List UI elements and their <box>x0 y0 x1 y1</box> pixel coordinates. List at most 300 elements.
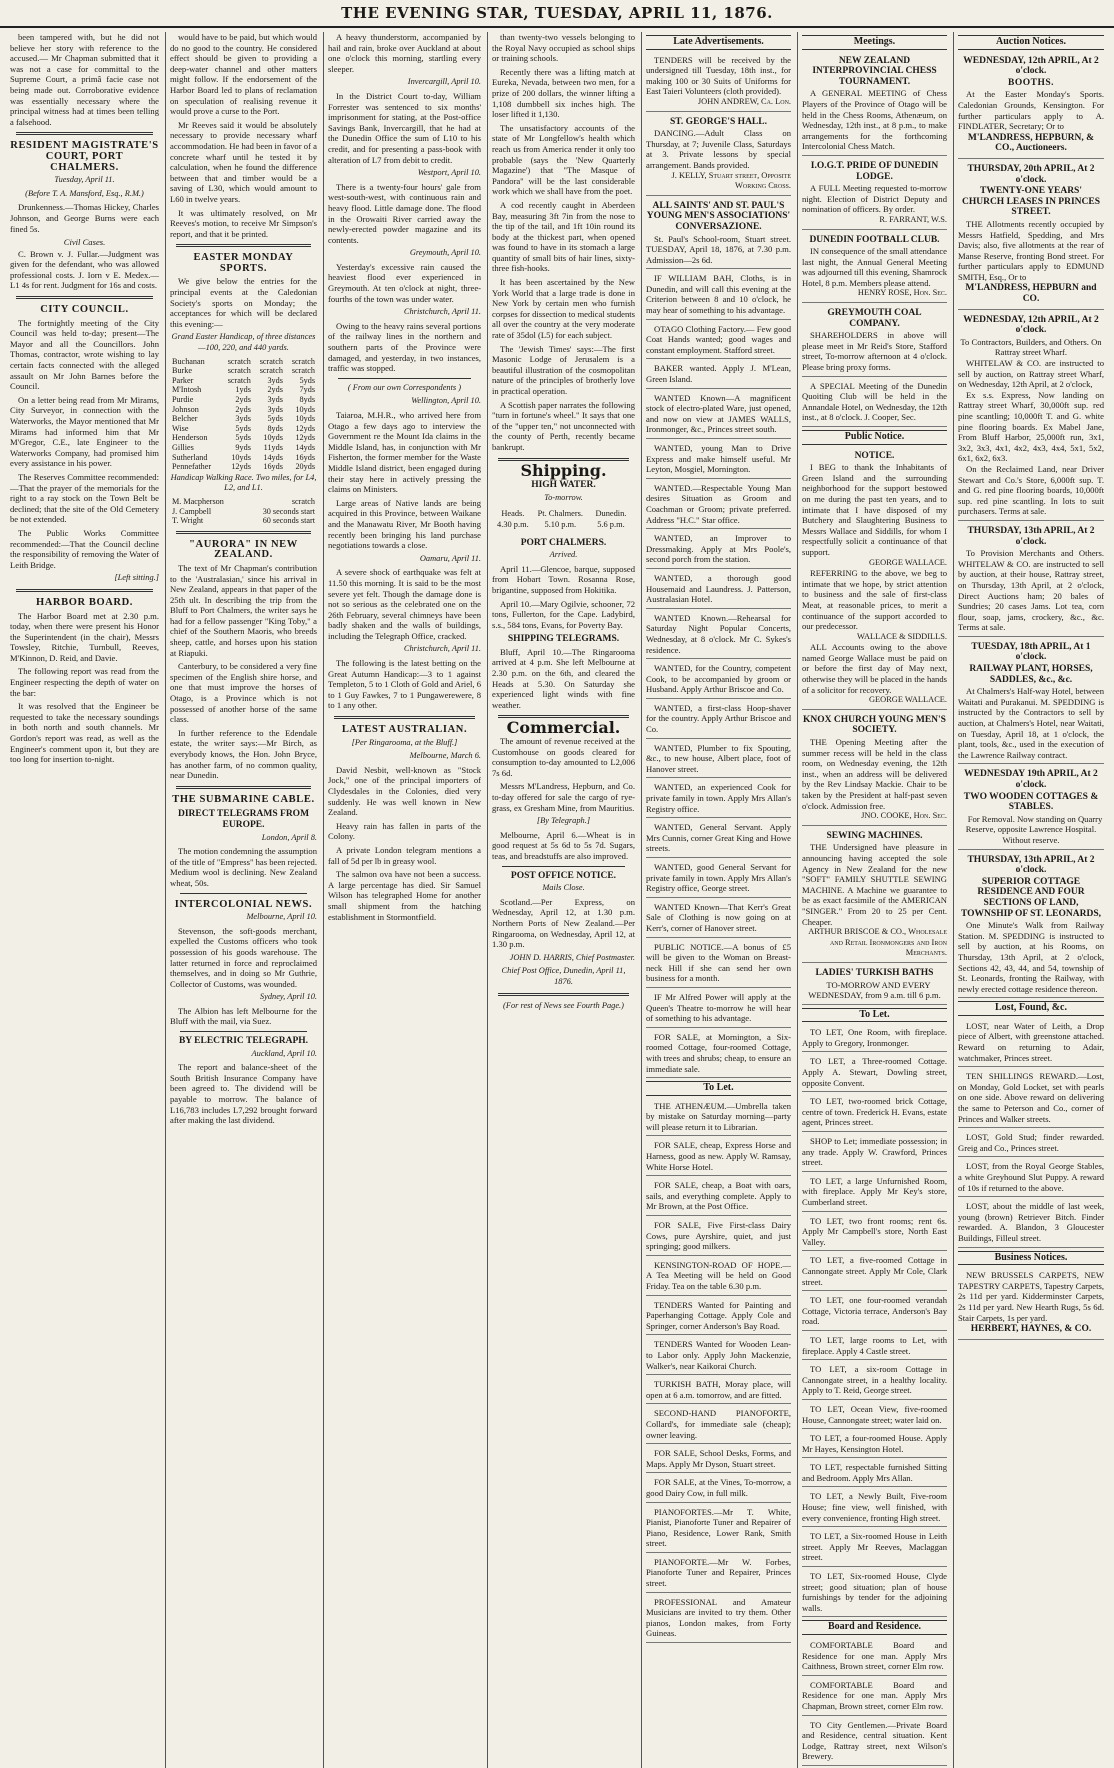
aus-body-3: A private London telegram mentions a fall of 5d per lb in greasy wool. <box>328 844 481 866</box>
port-body-2: April 10.—Mary Ogilvie, schooner, 72 tons, Fullerton, for the Cape. Ladybird, s.s., 584 tons, Evans, for Poverty Bay. <box>492 598 635 630</box>
sewing-signature: ARTHUR BRISCOE & CO., Wholesale and Retail Ironmongers and Iron Merchants. <box>808 927 947 958</box>
telegraph-head: [By Telegraph.] <box>536 816 591 826</box>
high-water-title: HIGH WATER. <box>531 480 596 491</box>
auction-date: THURSDAY, 13th APRIL, At 2 o'clock. <box>967 854 1095 876</box>
runner-name: Gillies <box>172 442 194 452</box>
lost-ad <box>958 1199 1104 1247</box>
inter-body: Stevenson, the soft-goods merchant, expelled the Customs officers who took possession of his goods warehouse. The latter returned in force and reproclaimed themselves, and in doing so Mr Guthrie, Collector of Customs, was wounded. <box>170 925 317 989</box>
classified-ad-text: TURKISH BATH, Moray place, will open at 6 a.m. tomorrow, and are fitted. <box>646 1379 791 1400</box>
auction-railway-plant <box>958 639 1104 765</box>
classified-ad <box>646 198 791 270</box>
wel-place: Wellington, April 10. <box>411 396 481 406</box>
to-let-ad <box>802 1402 947 1429</box>
own-correspondents: ( From our own Correspondents ) <box>347 382 462 392</box>
civil-body: C. Brown v. J. Fullar.—Judgment was given for the defendant, who was allowed professional costs. J. Iorn v E. Medex.—L1 4s for rent. Judgment for 16s and costs. <box>10 248 159 291</box>
runner-name: Wise <box>172 423 189 433</box>
column-1 <box>6 32 166 1768</box>
to-let-heading: To Let. <box>646 1081 791 1096</box>
table-row <box>170 366 317 376</box>
to-let-ad-text: SHOP to Let; immediate possession; in any trade. Apply W. Crawford, Princes street. <box>802 1136 947 1168</box>
column-3 <box>324 32 488 1768</box>
to-let-ad-text: TO LET, a four-roomed House. Apply Mr Hayes, Kensington Hotel. <box>802 1433 947 1454</box>
table-cell: 8yds <box>299 395 315 404</box>
to-let-heading: To Let. <box>802 1008 947 1023</box>
shipping-heading: Shipping. <box>520 460 607 480</box>
table-cell: 7yds <box>299 385 315 395</box>
to-let-ad-text: TO LET, one four-roomed verandah Cottage, Victoria terrace, Anderson's Bay road. <box>802 1295 947 1327</box>
table-row <box>170 462 317 472</box>
article-body: It was ultimately resolved, on Mr Reeves's motion, to receive Mr Simpson's report, and that it be printed. <box>170 207 317 239</box>
public-notice-heading: Public Notice. <box>802 430 947 445</box>
sewing-body: THE Undersigned have pleasure in announcing having accepted the sole Agency in New Zealand for the new "SOFT" FAMILY SHUTTLE SEWING MACHINE. A Machine we guarantee to be as exact facsimile of the AMERICAN "SINGER." From 20 to 25 per Cent. Cheaper. <box>802 842 947 927</box>
post-office-title: POST OFFICE NOTICE. <box>510 870 617 881</box>
ad-signature: HENRY ROSE, Hon. Sec. <box>857 288 947 298</box>
council-title: CITY COUNCIL. <box>40 304 129 316</box>
classified-ad <box>646 1475 791 1502</box>
meetings-heading: Meetings. <box>802 35 947 50</box>
carpets-firm: HERBERT, HAYNES, & CO. <box>970 1324 1092 1335</box>
commercial-body-2: Messrs M'Landress, Hepburn, and Co. to-day offered for sale the cargo of rye-grass, ex Gresham Mine, from Mauritius. <box>492 781 635 813</box>
harbor-body-3: It was resolved that the Engineer be requested to take the necessary soundings in both north and south channels. Mr Gordon's report was read, as well as the Engineer's comment upon it, but they are too long for insertion to-night. <box>10 701 159 765</box>
to-let-ad-text: TO LET, One Room, with fireplace. Apply to Gregory, Ironmonger. <box>802 1027 947 1048</box>
classified-ad <box>646 441 791 479</box>
column-5 <box>642 32 798 1768</box>
divider <box>502 866 625 867</box>
table-cell: scratch <box>227 356 251 366</box>
table-row <box>170 385 317 395</box>
ad-body: A GENERAL MEETING of Chess Players of the Province of Otago will be held in the Chess Rooms, Athenæum, on Wednesday, 12th inst., at 8 p.m., to make arrangements for the forthcoming Intercolonial Chess Match. <box>802 88 947 152</box>
classified-ad <box>646 391 791 439</box>
walker-name: M. Macpherson <box>172 496 224 506</box>
classified-ad <box>646 1178 791 1216</box>
cable-body: The motion condemning the assumption of the title of "Empress" has been rejected. Medium wool is declining. New Zealand wheat, 50s. <box>170 846 317 888</box>
telegrams-body: Bluff, April 10.—The Ringarooma arrived at 4 p.m. She left Melbourne at 2.30 p.m. on the 6th, and cleared the Heads at 5.30. On Saturday she experienced light winds with fine weather. <box>492 646 635 710</box>
knox-title: KNOX CHURCH YOUNG MEN'S SOCIETY. <box>803 714 946 736</box>
wel-body-2: Large areas of Native lands are being acquired in this Province, between Waikane and the Manawatu River, Mr Booth having recently been bringing his land purchase negotiations towards a close. <box>328 497 481 551</box>
notice-body-3: ALL Accounts owing to the above named George Wallace must be paid on or before the first day of May next, otherwise they will be placed in the hands of a solicitor for recovery. <box>802 642 947 695</box>
to-let-ad-text: TO LET, a large Unfurnished Room, with fireplace. Apply Mr Key's store, Cumberland street. <box>802 1175 947 1207</box>
auction-date: TUESDAY, 18th APRIL, At 1 o'clock. <box>971 641 1091 663</box>
classified-ad <box>802 379 947 427</box>
to-let-ad-text: TO LET, two front rooms; rent 6s. Apply Mr Campbell's store, North East Valley. <box>802 1215 947 1247</box>
classified-ad <box>646 701 791 739</box>
ad-body: St. Paul's School-room, Stuart street. TUESDAY, April 18, 1876, at 7.30 p.m. Admission—2s 6d. <box>646 233 791 265</box>
table-row <box>170 414 317 424</box>
ad-title: I.O.G.T. PRIDE OF DUNEDIN LODGE. <box>810 160 939 182</box>
table-cell: 60 seconds start <box>262 516 315 526</box>
ad-body: WANTED Known—That Kerr's Great Sale of Clothing is now going on at Kerr's, corner of Hanover street. <box>646 901 791 933</box>
auckland-body: The report and balance-sheet of the South British Insurance Company have been agreed to. The dividend will be payable to morrow. The balance of L16,783 includes L7,292 brought forward after making the last dividend. <box>170 1062 317 1126</box>
lost-ad-text: TEN SHILLINGS REWARD.—Lost, on Monday, Gold Locket, set with pearls on one side. Above reward on delivering the same to Peterson and Co., corner of Princes and Walker streets. <box>958 1071 1104 1124</box>
auction-leases <box>958 161 1104 310</box>
meetings-list <box>802 53 947 427</box>
board-ad <box>802 1718 947 1766</box>
auction-heading: Auction Notices. <box>958 35 1104 50</box>
article-body: A cod recently caught in Aberdeen Bay, measuring 3ft 7in from the nose to the tip of the tail, and 1ft 10in round its body at the thickest part, when opened was found to have in its stomach a large quantity of small bits of hair lines, sixty-three fish-hooks. <box>492 199 635 274</box>
to-let-ad <box>802 1253 947 1291</box>
divider <box>180 893 307 894</box>
classified-ad <box>646 1505 791 1553</box>
article-body: The 'Jewish Times' says:—The first Masonic Lodge of Jerusalem is a beautiful illustration of the cosmopolitan nature of the principles of brotherly love in practical operation. <box>492 343 635 396</box>
auction-body: At the Easter Monday's Sports. Caledonian Grounds, Kensington. For further particulars apply to A. FINDLATER, Secretary; Or to <box>958 89 1104 132</box>
lost-ad-text: LOST, about the middle of last week, young (brown) Retriever Bitch. Finder rewarded. A. Blandon, 3 Gloucester Buildings, Filleul street. <box>958 1201 1104 1243</box>
table-cell: 16yds <box>295 452 315 462</box>
auction-body: At Chalmers's Half-way Hotel, between Waitati and Purakanui. M. SPEDDING is instructed by the Contractors to sell by auction, at Chalmers's Hotel, near Waitati, on Tuesday, April 18, at 1 o'clock, the plant, tools, &c., used in the execution of the Lawrence Railway contract. <box>958 686 1104 760</box>
divider <box>176 786 311 789</box>
to-let-ad-text: TO LET, two-roomed brick Cottage, centre of town. Frederick H. Evans, estate agent, Princes street. <box>802 1096 947 1128</box>
lost-list <box>958 1019 1104 1248</box>
auction-firm: M'LANDRESS, HEPBURN, & CO., Auctioneers. <box>967 132 1095 154</box>
sports-title: EASTER MONDAY SPORTS. <box>193 252 294 274</box>
ad-body: WANTED Known.—Rehearsal for Saturday Night Popular Concerts, Wednesday, at 8 o'clock. Mr C. Sykes's residence. <box>646 612 791 655</box>
auction-st-leonards <box>958 852 1104 999</box>
classified-ad <box>646 531 791 569</box>
lost-ad-text: LOST, from the Royal George Stables, a white Greyhound Slut Puppy. A reward of 10s if returned to the above. <box>958 1161 1104 1193</box>
post-body: Scotland.—Per Express, on Wednesday, April 12, at 1.30 p.m. Northern Ports of New Zealand.—Per Ringarooma, on Wednesday, April 12, at 1.30 p.m. <box>492 896 635 950</box>
ad-title: ALL SAINTS' AND ST. PAUL'S YOUNG MEN'S ASSOCIATIONS' CONVERSAZIONE. <box>646 200 791 232</box>
walker-name: J. Campbell <box>172 506 212 516</box>
left-sitting: [Left sitting.] <box>114 573 159 583</box>
ad-title: DUNEDIN FOOTBALL CLUB. <box>809 234 940 245</box>
lost-ad <box>958 1159 1104 1197</box>
table-cell: 8yds <box>267 423 283 433</box>
board-ad <box>802 1678 947 1716</box>
board-ad-text: COMFORTABLE Board and Residence for one man. Apply Mrs Caithness, Brown street, corner Elm row. <box>802 1640 947 1672</box>
auction-date: WEDNESDAY, 12th APRIL, At 2 o'clock. <box>963 314 1099 336</box>
article-body: Recently there was a lifting match at Eureka, Nevada, between two men, for a prize of 200 dollars, the winner lifting a 1,108 dumbbell six inches high. The loser lifted it 1,130. <box>492 66 635 120</box>
ad-body: IF Mr Alfred Power will apply at the Queen's Theatre to-morrow he will hear of something to his advantage. <box>646 991 791 1024</box>
for-rest-note: (For rest of News see Fourth Page.) <box>503 1000 624 1010</box>
classified-ad <box>646 900 791 938</box>
ad-body: WANTED, an Improver to Dressmaking. Apply at Mrs Poole's, second porch from the station. <box>646 533 791 565</box>
table-cell: 5yds <box>235 433 251 443</box>
table-row <box>170 433 317 443</box>
to-let-ad <box>802 1174 947 1212</box>
knox-body: THE Opening Meeting after the summer recess will be held in the class room, on Wednesday evening, the 12th inst., when an address will be delivered by the Rev Lindsay Mackie. Chair to be taken by the President at half-past seven o'clock. Admission free. <box>802 737 947 811</box>
table-cell: scratch <box>259 356 283 366</box>
ad-body: SHAREHOLDERS in above will please meet in Mr Reid's Store, Stafford street, To-morrow afternoon at 4 o'clock. Please bring proxy forms. <box>802 330 947 373</box>
post-signature: JOHN D. HARRIS, Chief Postmaster. <box>509 952 635 962</box>
to-let-ad <box>802 1054 947 1092</box>
classified-ad <box>802 158 947 230</box>
runner-name: Buchanan <box>172 356 205 366</box>
classified-ad-text: FOR SALE, cheap, a Boat with oars, sails, and everything complete. Apply to Mr Brown, at the Post Office. <box>646 1180 791 1212</box>
classified-ad <box>802 53 947 156</box>
turkish-body: TO-MORROW AND EVERY WEDNESDAY, from 9 a.m. till 6 p.m. <box>808 979 941 1001</box>
auction-body: For Removal. Now standing on Quarry Reserve, opposite Lawrence Hospital. Without reserve. <box>965 813 1103 845</box>
table-cell: scratch <box>291 356 315 366</box>
board-list <box>802 1638 947 1766</box>
table-cell: 11yds <box>263 442 283 452</box>
table-cell: 12yds <box>295 423 315 433</box>
walk-table <box>170 497 317 526</box>
notice-body-2: REFERRING to the above, we beg to intimate that we hope, by strict attention to business and the sale of first-class Meat, at reasonable prices, to merit a continuance of the support accorded to our predecessor. <box>802 568 947 632</box>
turkish-ad <box>802 965 947 1005</box>
column-7 <box>954 32 1110 1768</box>
runner-name: Belcher <box>172 414 198 424</box>
lost-ad <box>958 1069 1104 1128</box>
council-body-4: The Public Works Committee recommended:—That the Council decline the responsibility of removing the Water of Leith Bridge. <box>10 527 159 570</box>
tomorrow-label: To-morrow. <box>544 492 583 502</box>
column-4 <box>488 32 642 1768</box>
inter-place: Melbourne, April 10. <box>246 912 317 922</box>
table-cell: 10yds <box>295 414 315 424</box>
turkish-title: LADIES' TURKISH BATHS <box>815 967 934 978</box>
auction-date: WEDNESDAY 19th APRIL, At 2 o'clock. <box>964 769 1098 790</box>
notice-ad <box>802 448 947 710</box>
rm-body: Drunkenness.—Thomas Hickey, Charles Johnson, and George Burns were each fined 5s. <box>10 202 159 234</box>
ad-body: WANTED, for the Country, competent Cook, to be accompanied by groom or Husband. Apply Arthur Briscoe and Co. <box>646 663 791 695</box>
oam-place: Oamaru, April 11. <box>419 553 481 563</box>
west-place: Westport, April 10. <box>417 168 481 178</box>
classified-ad-text: FOR SALE, Five First-class Dairy Cows, pure Ayrshire, quiet, and just springing; good milkers. <box>646 1220 791 1252</box>
classified-ad <box>646 271 791 319</box>
aus-place: Melbourne, March 6. <box>409 751 481 761</box>
auction-booths <box>958 53 1104 159</box>
divider <box>334 716 475 719</box>
table-cell: scratch <box>227 366 251 376</box>
tide-dunedin: Dunedin. 5.6 p.m. <box>595 509 627 529</box>
notice-signature-2: WALLACE & SIDDILLS. <box>856 631 947 641</box>
board-heading: Board and Residence. <box>802 1620 947 1635</box>
council-body: The fortnightly meeting of the City Council was held to-day; present—The Mayor and all the Councillors. John Thomas, contractor, wrote wishing to lay certain facts connected with the alleged assault on Mr John Barnes before the Council. <box>10 317 159 392</box>
rm-court-title: RESIDENT MAGISTRATE'S COURT, PORT CHALMERS. <box>10 140 159 173</box>
to-let-ad <box>802 1489 947 1527</box>
classified-ad-text: SECOND-HAND PIANOFORTE, Collard's, for immediate sale (cheap); owner leaving. <box>646 1408 791 1440</box>
shipping-telegrams-title: SHIPPING TELEGRAMS. <box>507 634 620 645</box>
ad-body: IF WILLIAM BAH, Cloths, is in Dunedin, and will call this evening at the Criterion between 8 and 10 o'clock, he may hear of something to his advantage. <box>646 273 791 316</box>
classified-ad <box>646 1030 791 1078</box>
runner-name: M'Intosh <box>172 385 202 395</box>
post-footer: Chief Post Office, Dunedin, April 11, 1876. <box>501 966 626 986</box>
board-ad <box>802 1638 947 1676</box>
knox-ad <box>802 712 947 826</box>
article-body: It has been ascertained by the New York World that a large trade is done in New York by certain men who furnish corpses for dissection to medical students all over the country at the very moderate rate of 35dol (L5) for each subject. <box>492 277 635 341</box>
inver-place: Invercargill, April 10. <box>407 77 481 87</box>
table-cell: 1yds <box>235 385 251 395</box>
table-cell: 2yds <box>235 395 251 404</box>
ad-body: WANTED, Plumber to fix Spouting, &c., to new house, Albert place, foot of Hanover street. <box>646 742 791 774</box>
ad-body: WANTED, a first-class Hoop-shaver for the country. Apply Arthur Briscoe and Co. <box>646 702 791 735</box>
article-body: Mr Reeves said it would be absolutely necessary to provide necessary wharf accommodation. He had been in favor of a concrete wharf until he tested it by calculation, when he found the difference between that and timber would be a saving of L30, which would amount to L60 in twelve years. <box>170 119 317 204</box>
latest-australian-title: LATEST AUSTRALIAN. <box>341 724 468 736</box>
auction-items: Ex s.s. Express, Now landing on Rattray street Wharf, 30,000ft sup. red pine scantling; 10,000ft T. and G. white pine flooring boards. Ex Mabel Jane, From Bluff Harbor, 25,000ft run, 3x1, 3x2, 3x3, 4x1, 4x2, 4x3, 4x4, 5x1, 5x2, 6x1, 6x2, 6x3. <box>958 389 1104 464</box>
classified-ad <box>646 780 791 818</box>
classified-ad <box>646 1377 791 1404</box>
business-heading: Business Notices. <box>958 1251 1104 1266</box>
ad-body: DANCING.—Adult Class on Thursday, at 7; Juvenile Class, Saturdays at 3. Private lessons by special arrangement. Bands provided. <box>646 128 791 170</box>
classified-ad-text: TENDERS Wanted for Wooden Lean-to Labor only. Apply John Mackenzie, Walker's, near Kaikorai Church. <box>646 1339 791 1371</box>
chch2-place: Christchurch, April 11. <box>403 644 481 654</box>
article-body: The unsatisfactory accounts of the state of Mr Longfellow's health which reach us from America render it only too probable (says the 'New Quarterly Magazine') that "The Masque of Pandora" will be the last considerable work which we shall have from the poet. <box>492 122 635 197</box>
classified-ad <box>646 322 791 360</box>
chch-place: Christchurch, April 11. <box>403 307 481 317</box>
sydney-place: Sydney, April 10. <box>259 992 317 1002</box>
table-cell: 5yds <box>267 414 283 424</box>
divider <box>16 589 153 592</box>
table-cell: 30 seconds start <box>262 506 315 516</box>
harbor-title: HARBOR BOARD. <box>35 596 134 608</box>
auction-body: WHITELAW & CO. are instructed to sell by auction, on Rattray street Wharf, on Wednesday, 12th April, at 2 o'clock, <box>958 358 1104 390</box>
to-let-ad <box>802 1293 947 1331</box>
to-let-ad-text: TO LET, Six-roomed House, Clyde street; good situation; plan of house furnishings by tender for the adjoining walls. <box>802 1571 947 1613</box>
runner-name: Burke <box>172 366 193 376</box>
to-let-ad-text: TO LET, respectable furnished Sitting and Bedroom. Apply Mrs Allan. <box>802 1462 947 1483</box>
auction-date: THURSDAY, 20th APRIL, At 2 o'clock. <box>967 163 1095 185</box>
inver-body: In the District Court to-day, William Forrester was sentenced to six months' imprisonment for stating, at the Post-office Savings Bank, Invercargill, that he had at the Dunedin Office the sum of L10 to his credit, and for presenting a pass-book with alteration of L7 from debit to credit. <box>328 90 481 165</box>
to-let-ad <box>802 1431 947 1458</box>
article-continuation: been tampered with, but he did not believe her story with reference to the accused.— Mr Chapman submitted that it was not a case for committal to the Supreme Court, a primâ facie case not being made out. Corroborative evidence was essentially necessary where the principal witness had at times been telling a falsehood. <box>10 32 159 127</box>
article-continuation: A heavy thunderstorm, accompanied by hail and rain, broke over Auckland at about one o'clock this morning, startling every sleeper. <box>328 32 481 74</box>
auction-firm: M'LANDRESS, HEPBURN and CO. <box>965 283 1097 305</box>
newspaper-columns <box>6 32 1110 1762</box>
ad-body: WANTED, good General Servant for private family in town. Apply Mrs Allan's Registry office, George street. <box>646 862 791 894</box>
notice-title: NOTICE. <box>854 450 895 461</box>
ad-signature: JOHN ANDREW, Ca. Lon. <box>697 96 791 106</box>
runner-name: Henderson <box>172 433 208 443</box>
classified-ad-text: TENDERS Wanted for Painting and Paperhanging Cottage. Apply Cole and Springer, corner Anderson's Bay Road. <box>646 1299 791 1331</box>
classified-ad <box>646 361 791 388</box>
mails-close: Mails Close. <box>542 883 585 893</box>
auction-title: TWO WOODEN COTTAGES & STABLES. <box>963 791 1099 813</box>
walker-name: T. Wright <box>172 516 204 526</box>
table-row <box>170 405 317 415</box>
to-let-ad <box>802 1333 947 1360</box>
to-let-ad <box>802 1569 947 1617</box>
classified-ad-text: FOR SALE, at the Vines, To-morrow, a good Dairy Cow, in full milk. <box>646 1477 791 1498</box>
cable-place: London, April 8. <box>261 832 317 842</box>
table-cell: 10yds <box>231 452 251 462</box>
to-let-ad <box>802 1529 947 1567</box>
auction-body: To Provision Merchants and Others. WHITELAW & CO. are instructed to sell by auction, at their house, Rattray street, on Thursday, 13th April, at 2 o'clock, Direct Auctions ham; 20 bales of Sundries; 20 cases Jams. Lot tea, corn flour, soap, jams, crockery, &c., &c. Terms at sale. <box>958 548 1104 633</box>
table-cell: scratch <box>291 496 315 506</box>
classified-ad <box>646 1555 791 1593</box>
to-let-ad <box>802 1460 947 1487</box>
lost-ad-text: LOST, Gold Stud; finder rewarded. Greig and Co., Princes street. <box>958 1132 1104 1153</box>
ad-body: TENDERS will be received by the undersigned till Tuesday, 18th inst., for making 100 or 30 Suits of Uniforms for East Taieri Volunteers (cloth provided). <box>646 54 791 97</box>
wel-body: Taiaroa, M.H.R., who arrived here from Otago a few days ago to interview the Government re the Mount Ida claims in the Middle Island, has, in conjunction with Mr Fisherton, the former member for the Waste Middle Island district, been engaged during their stay here in actively pressing the claims on Ministers. <box>328 410 481 495</box>
aus-body-2: Heavy rain has fallen in parts of the Colony. <box>328 820 481 842</box>
runner-name: Sutherland <box>172 452 208 462</box>
tide-table <box>492 506 635 533</box>
table-row <box>170 376 317 386</box>
notice-signature-3: GEORGE WALLACE. <box>868 695 947 705</box>
classified-ad <box>646 611 791 659</box>
classified-ad <box>646 741 791 779</box>
grey-body: Yesterday's excessive rain caused the heaviest flood ever experienced in Greymouth. At ten o'clock at night, three-fourths of the town was under water. <box>328 261 481 304</box>
chch2-body: The following is the latest betting on the Great Autumn Handicap:—3 to 1 against Templeton, 5 to 1 Cloth of Gold and Ariel, 6 to 1 Guy Fawkes, 7 to 1 Pungawerewere, 8 to 1 any other. <box>328 658 481 711</box>
knox-signature: JNO. COOKE, Hon. Sec. <box>861 811 947 821</box>
auction-title: BOOTHS. <box>1008 77 1054 88</box>
auction-date: WEDNESDAY, 12th APRIL, At 2 o'clock. <box>963 55 1099 77</box>
auction-body: THE Allotments recently occupied by Messrs Hatfield, Spedding, and Mrs Davis; also, five allotments at the rear of Manse Reserve, fronting Bond street. For further particulars apply to EDMUND SMITH, Esq., Or to <box>958 218 1104 282</box>
table-cell: 3yds <box>235 414 251 424</box>
auction-title: TWENTY-ONE YEARS' CHURCH LEASES IN PRINCES STREET. <box>961 186 1101 218</box>
divider <box>16 296 153 299</box>
to-let-ad <box>802 1094 947 1132</box>
classified-ad-text: FOR SALE, cheap, Express Horse and Harness, good as new. Apply W. Ramsay, White Horse Hotel. <box>646 1140 791 1172</box>
tide-port-chalmers: Pt. Chalmers. 5.10 p.m. <box>537 509 583 529</box>
article-continuation: would have to be paid, but which would do no good to the country. He considered effect should be given to providing a deep-water channel and other matters might follow. If the endorsement of the Harbor Board led to plans of reclamation on speculation of realising revenue it would prove a curse to the Port. <box>170 32 317 117</box>
table-cell: 14yds <box>295 442 315 452</box>
runner-name: Pennefather <box>172 462 212 472</box>
runner-name: Johnson <box>172 404 199 414</box>
lost-ad <box>958 1019 1104 1067</box>
auction-provisions <box>958 523 1104 637</box>
classified-ad <box>646 1258 791 1296</box>
arrived-label: Arrived. <box>549 550 578 560</box>
column-2 <box>166 32 324 1768</box>
auction-also: On the Reclaimed Land, near Driver Stewart and Co.'s Store, 6,000ft sup. T. and G. red pine flooring boards, 10,000ft sup. red pine scantling. In lots to suit purchasers. Terms at sale. <box>958 463 1104 517</box>
ad-body: PUBLIC NOTICE.—A bonus of £5 will be given to the Woman on Breast-neck Hill if she can send her own business for a month. <box>646 941 791 984</box>
ad-title: NEW ZEALAND INTERPROVINCIAL CHESS TOURNAMENT. <box>812 55 937 87</box>
classified-ad <box>646 1595 791 1643</box>
to-let-ad-text: TO LET, large rooms to Let, with fireplace. Apply 4 Castle street. <box>802 1334 947 1356</box>
column-6 <box>798 32 954 1768</box>
auckland-place: Auckland, April 10. <box>251 1048 317 1058</box>
auction-subtitle: To Contractors, Builders, and Others. On Rattray street Wharf. <box>960 336 1102 358</box>
handicap-title: Grand Easter Handicap, of three distances—100, 220, and 440 yards. <box>171 332 316 353</box>
aurora-body-3: In further reference to the Edendale estate, the writer says:—Mr Birch, as everybody knows, the Hon. John Bryce, has another farm, of no common quality, near Dunedin. <box>170 727 317 781</box>
divider <box>180 1031 307 1032</box>
table-row <box>170 453 317 463</box>
table-cell: 2yds <box>235 404 251 414</box>
table-cell: 14yds <box>263 452 283 462</box>
table-cell: scratch <box>259 366 283 376</box>
table-row <box>170 516 317 526</box>
to-let-ad-text: TO LET, a six-room Cottage in Cannongate street, in a healthy locality. Apply to T. Reid, George street. <box>802 1364 947 1396</box>
table-cell: 5yds <box>235 423 251 433</box>
table-cell: 9yds <box>235 442 251 452</box>
commercial-body: The amount of revenue received at the Customhouse on goods cleared for consumption to-day amounted to L2,006 7s 6d. <box>492 736 635 778</box>
auction-title: SUPERIOR COTTAGE RESIDENCE AND FOUR SECTIONS OF LAND, TOWNSHIP OF ST. LEONARDS, <box>961 876 1101 919</box>
cable-title: THE SUBMARINE CABLE. <box>172 793 315 805</box>
ad-body: A FULL Meeting requested to-morrow night. Election of District Deputy and nomination of officers. By order. <box>802 183 947 215</box>
to-let-ad-text: TO LET, a Newly Built, Five-room House; fine view, well finished, with every convenience, fronting High street. <box>802 1491 947 1523</box>
aus-sub: [Per Ringarooma, at the Bluff.] <box>351 737 458 747</box>
table-cell: 10yds <box>263 433 283 443</box>
board-ad-text: TO City Gentlemen.—Private Board and Residence, central situation. Kent Lodge, Rattray street, next Wilson's Brewery. <box>802 1719 947 1762</box>
tide-heads: Heads. 4.30 p.m. <box>497 509 529 529</box>
classified-ad <box>646 571 791 609</box>
classified-ad <box>646 820 791 858</box>
cable-subtitle: DIRECT TELEGRAMS FROM EUROPE. <box>177 809 310 830</box>
runner-name: Parker <box>172 375 194 385</box>
classified-ad-text: THE ATHENÆUM.—Umbrella taken by mistake on Saturday morning—party will please return it to Librarian. <box>646 1100 791 1132</box>
classified-ad <box>646 53 791 112</box>
intercolonial-title: INTERCOLONIAL NEWS. <box>174 898 313 910</box>
classified-ad <box>802 305 947 377</box>
aus-body-4: The salmon ova have not been a success. A large percentage has died. Sir Samuel Wilson has telegraphed Home for another small shipment from the hatching establishment in Stormontfield. <box>328 869 481 922</box>
table-row <box>170 507 317 517</box>
table-cell: 16yds <box>263 462 283 472</box>
to-let-ad-text: TO LET, a Six-roomed House in Leith street. Apply Mr Reeves, Maclaggan street. <box>802 1531 947 1563</box>
table-cell: 5yds <box>299 375 315 385</box>
to-let-ad <box>802 1025 947 1052</box>
to-let-ad-text: TO LET, a five-roomed Cottage in Cannongate street. Apply Mr Cole, Clark street. <box>802 1255 947 1287</box>
classified-ad <box>646 1446 791 1473</box>
lost-ad-text: LOST, near Water of Leith, a Drop piece of Albert, with greenstone attached. Reward on returning to Adair, watchmaker, Princes street. <box>958 1020 1104 1063</box>
ad-title: GREYMOUTH COAL COMPANY. <box>827 308 922 329</box>
to-let-list <box>802 1025 947 1617</box>
late-ads-heading: Late Advertisements. <box>646 35 791 50</box>
divider <box>176 531 311 534</box>
ad-body: BAKER wanted. Apply J. M'Lean, Green Island. <box>646 363 791 385</box>
telegraph-body: Melbourne, April 6.—Wheat is in good request at 5s 6d to 5s 7d. Sugars, teas, and breadstuffs are also improved. <box>492 829 635 861</box>
ad-signature: J. KELLY, Stuart street, Opposite Working Cross. <box>671 170 791 191</box>
carpets-body: NEW BRUSSELS CARPETS, NEW TAPESTRY CARPETS, Tapestry Carpets, 2s 11d per yard. Kidderminster Carpets, 2s 11d per yard. New Hearth Rugs, 5s 6d. Stair Carpets, 1s per yard. <box>958 1270 1104 1323</box>
commercial-heading: Commercial. <box>506 718 621 738</box>
